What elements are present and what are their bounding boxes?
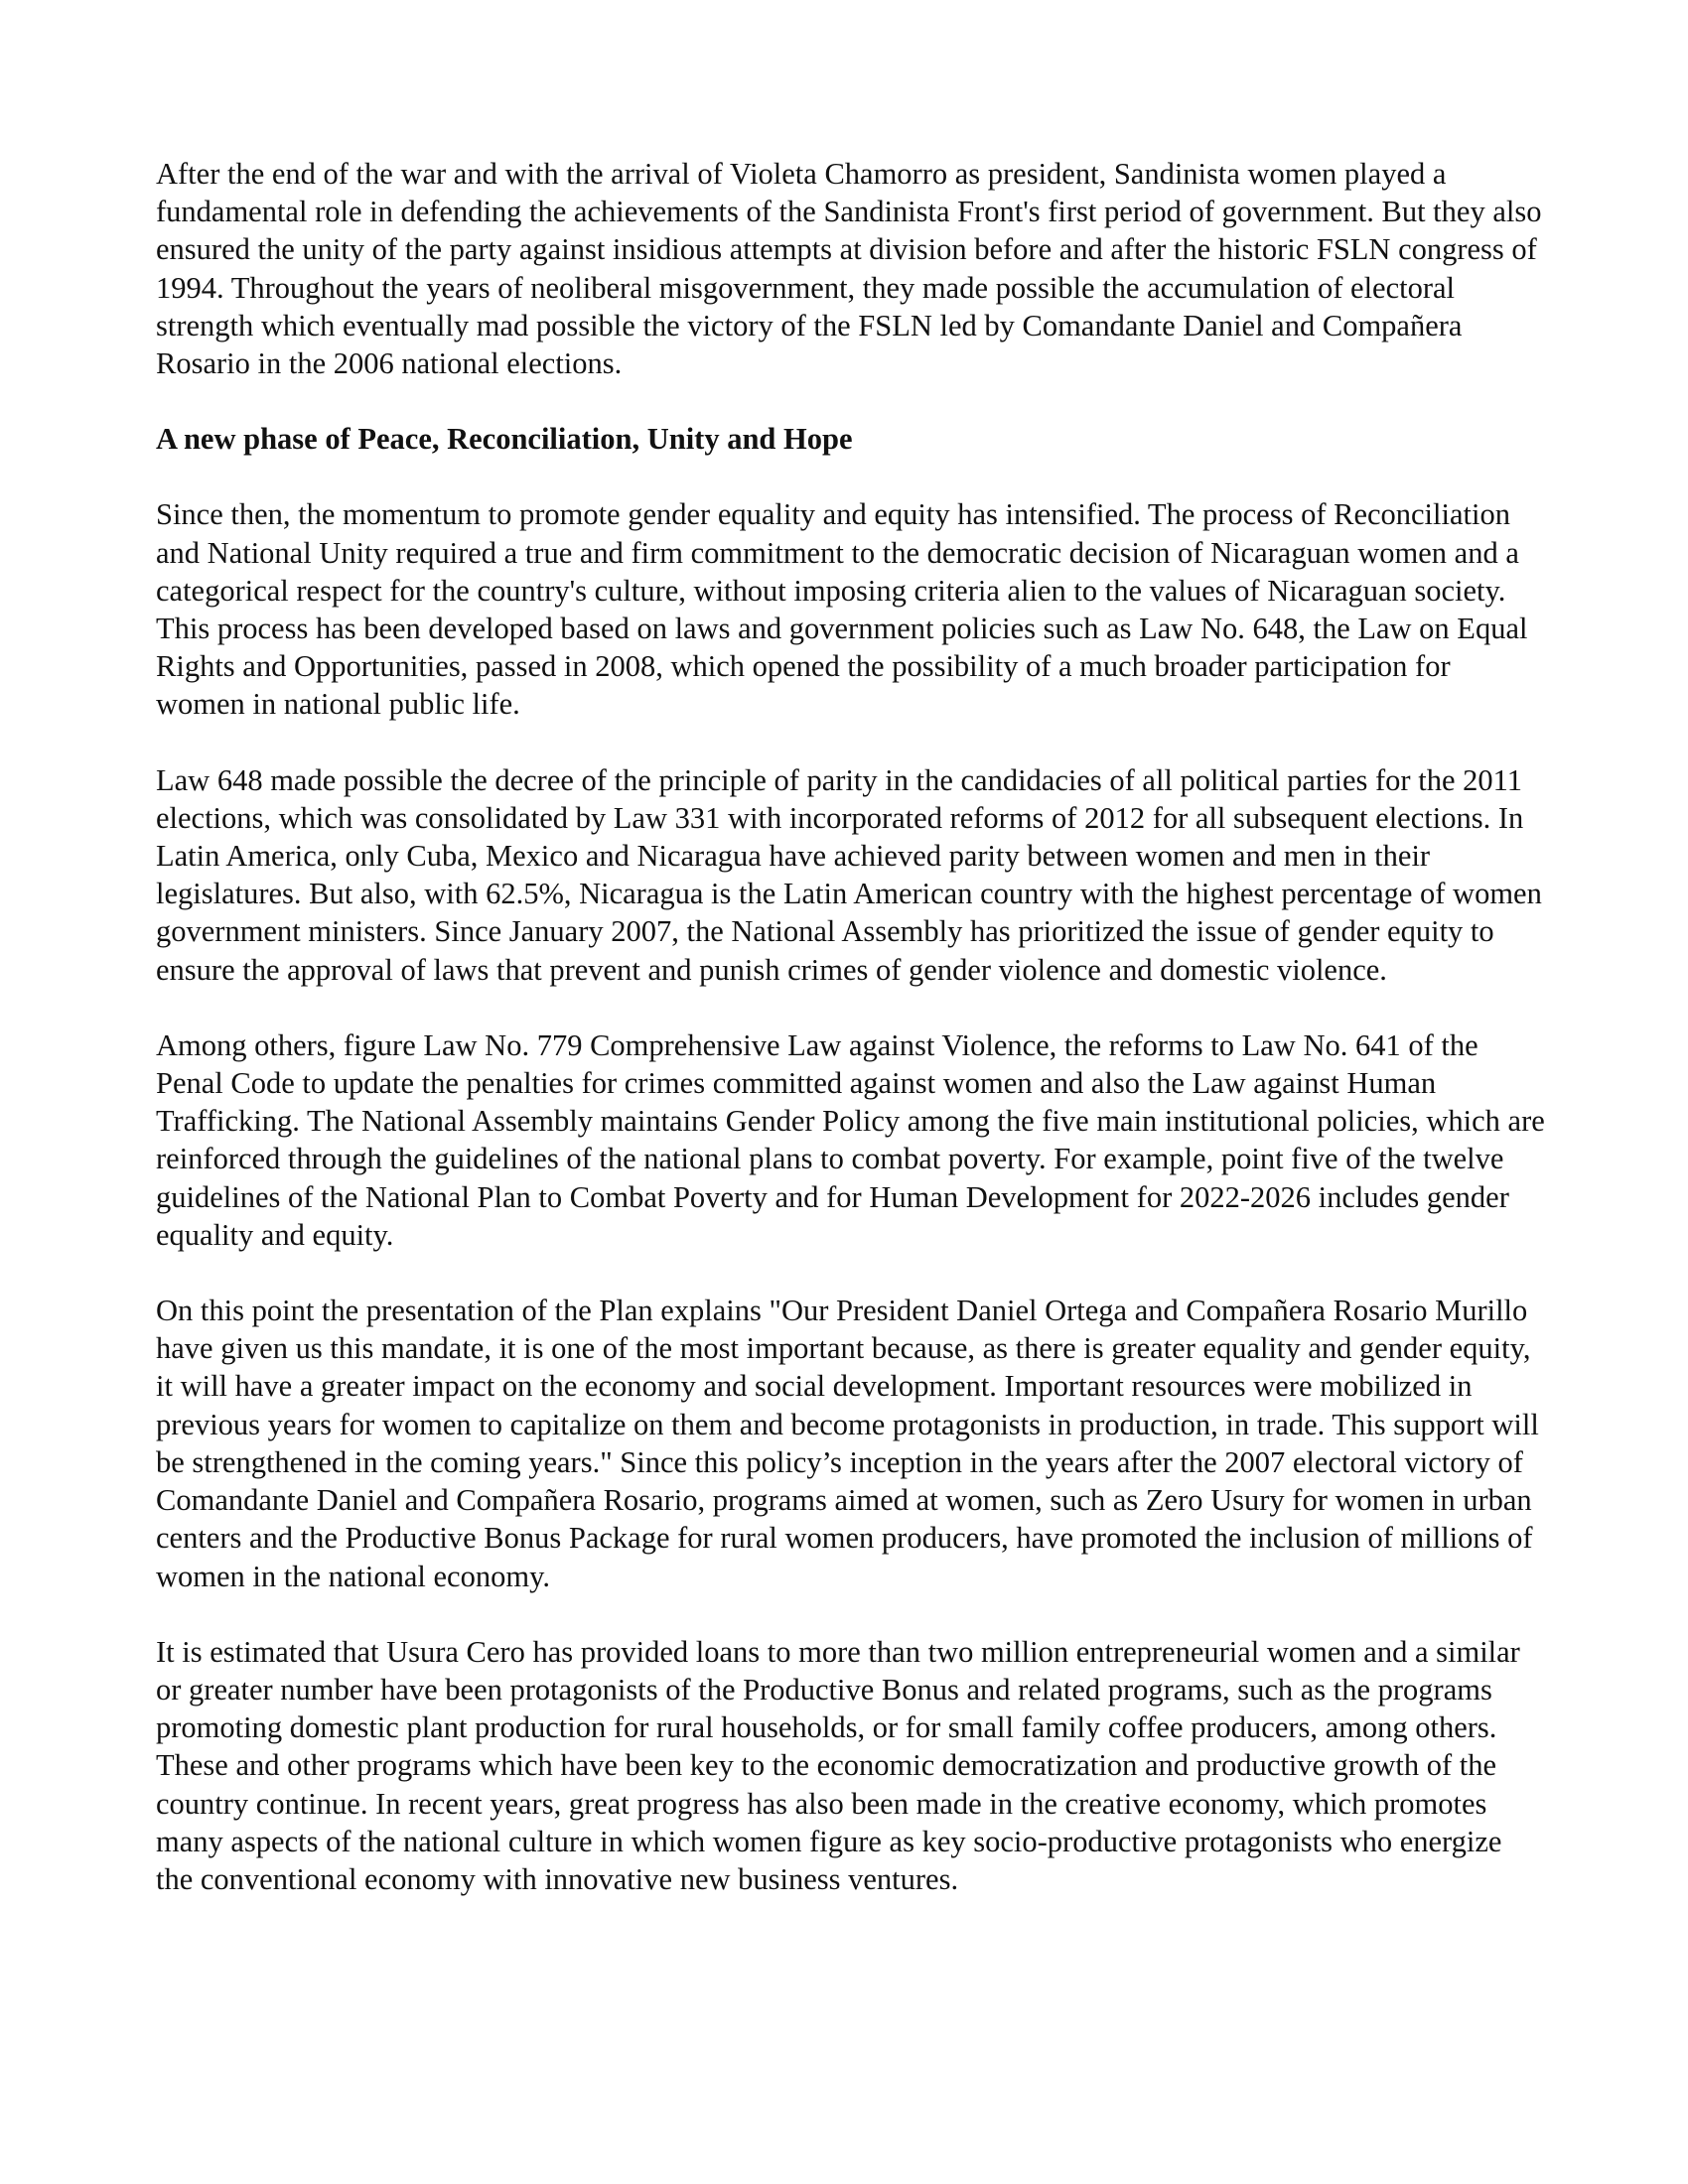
paragraph-gender-equality: Since then, the momentum to promote gender equality and equity has intensified. The process of Reconciliation and National Unity required a true and firm commitment to the democratic decision of Nicaraguan women and a categorical respect for the country's culture, without imposing criteria alien to the values of Nicaraguan society. This process has been developed based on laws and government policies such as Law No. 648, the Law on Equal Rights and Opportunities, passed in 2008, which opened the possibility of a much broader participation for women in national public life. bbox=[156, 497, 1528, 722]
paragraph-usura-cero: It is estimated that Usura Cero has provided loans to more than two million entrepreneurial women and a similar or greater number have been protagonists of the Productive Bonus and related programs, such as the programs promoting domestic plant production for rural households, or for small family coffee producers, among others. These and other programs which have been key to the economic democratization and productive growth of the country continue. In recent years, great progress has also been made in the creative economy, which promotes many aspects of the national culture in which women figure as key socio-productive protagonists who energize the conventional economy with innovative new business ventures. bbox=[156, 1634, 1520, 1896]
section-heading: A new phase of Peace, Reconciliation, Unity and Hope bbox=[156, 422, 853, 457]
paragraph-plan-presentation: On this point the presentation of the Plan explains "Our President Daniel Ortega and Compañera Rosario Murillo have given us this mandate, it is one of the most important because, as there is greater equality and gender equity, it will have a greater impact on the economy and social development. Important resources were mobilized in previous years for women to capitalize on them and become protagonists in production, in trade. This support will be strengthened in the coming years." Since this policy’s inception in the years after the 2007 electoral victory of Comandante Daniel and Compañera Rosario, programs aimed at women, such as Zero Usury for women in urban centers and the Productive Bonus Package for rural women producers, have promoted the inclusion of millions of women in the national economy. bbox=[156, 1294, 1539, 1593]
paragraph-law-648: Law 648 made possible the decree of the principle of parity in the candidacies of all political parties for the 2011 elections, which was consolidated by Law 331 with incorporated reforms of 2012 for all subsequent elections. In Latin America, only Cuba, Mexico and Nicaragua have achieved parity between women and men in their legislatures. But also, with 62.5%, Nicaragua is the Latin American country with the highest percentage of women government ministers. Since January 2007, the National Assembly has prioritized the issue of gender equity to ensure the approval of laws that prevent and punish crimes of gender violence and domestic violence. bbox=[156, 762, 1542, 987]
paragraph-law-779: Among others, figure Law No. 779 Comprehensive Law against Violence, the reforms to Law No. 641 of the Penal Code to update the penalties for crimes committed against women and also the Law against Human Trafficking. The National Assembly maintains Gender Policy among the five main institutional policies, which are reinforced through the guidelines of the national plans to combat poverty. For example, point five of the twelve guidelines of the National Plan to Combat Poverty and for Human Development for 2022-2026 includes gender equality and equity. bbox=[156, 1027, 1545, 1252]
document-body bbox=[156, 155, 1546, 1936]
paragraph-war-end: After the end of the war and with the arrival of Violeta Chamorro as president, Sandinista women played a fundamental role in defending the achievements of the Sandinista Front's first period of government. But they also ensured the unity of the party against insidious attempts at division before and after the historic FSLN congress of 1994. Throughout the years of neoliberal misgovernment, they made possible the accumulation of electoral strength which eventually mad possible the victory of the FSLN led by Comandante Daniel and Compañera Rosario in the 2006 national elections. bbox=[156, 157, 1542, 381]
